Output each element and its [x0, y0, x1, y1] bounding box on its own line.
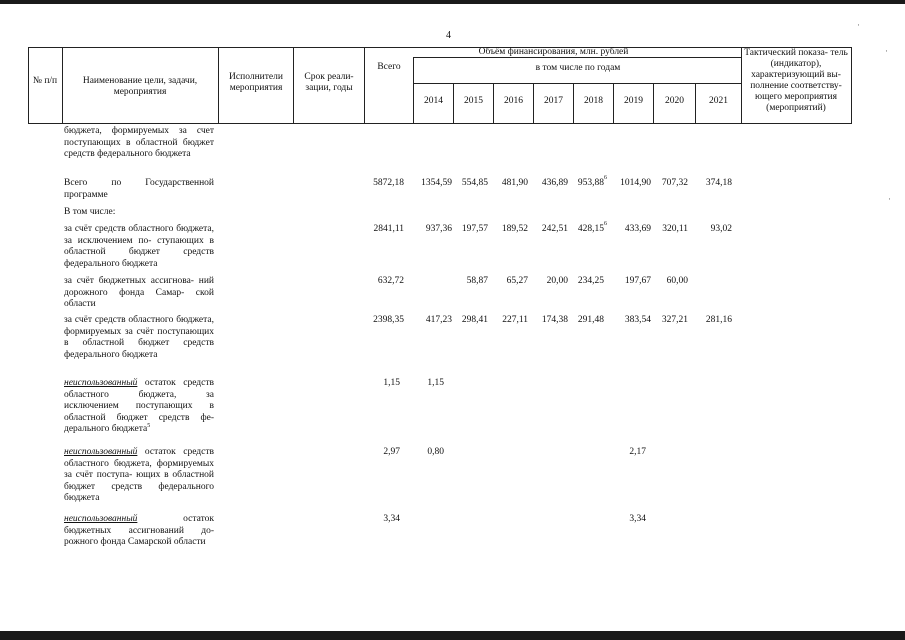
scan-speck: · — [857, 20, 860, 30]
row-value: 281,16 — [705, 315, 732, 325]
row-value: 327,21 — [661, 315, 688, 325]
row-value: 227,11 — [502, 315, 528, 325]
footnote-mark: 5 — [147, 422, 151, 429]
header-year: 2021 — [709, 96, 728, 106]
row-value: 189,52 — [501, 224, 528, 234]
header-col-total: Всего — [377, 62, 401, 72]
row-value: 428,15 — [577, 224, 604, 234]
row-value: 1014,90 — [620, 178, 651, 188]
row-value: 320,11 — [662, 224, 688, 234]
row-name-emphasis: неиспользованный — [64, 378, 138, 388]
row-value: 197,67 — [624, 276, 651, 286]
row-value: 93,02 — [710, 224, 732, 234]
row-name-rest: остаток средств областного бюджета, за исключением поступающих в областной бюджет средств фе- дерального бюджета — [64, 378, 214, 434]
row-value: 433,69 — [624, 224, 651, 234]
row-value: 291,48 — [577, 315, 604, 325]
row-value: 234,25 — [577, 276, 604, 286]
row-value: 58,87 — [466, 276, 488, 286]
row-value: 937,36 — [425, 224, 452, 234]
row-value: 197,57 — [461, 224, 488, 234]
row-value: 1,15 — [427, 378, 444, 388]
header-col-by-years: в том числе по годам — [535, 63, 621, 73]
scan-speck: · — [888, 194, 891, 204]
row-value: 298,41 — [461, 315, 488, 325]
row-value: 417,23 — [425, 315, 452, 325]
row-value: 20,00 — [546, 276, 568, 286]
row-value: 1354,59 — [421, 178, 452, 188]
row-value: 242,51 — [541, 224, 568, 234]
row-name: Всего по Государственной программе — [64, 178, 214, 200]
header-year: 2015 — [464, 96, 483, 106]
header-year: 2019 — [624, 96, 643, 106]
header-col-financing: Объём финансирования, млн. рублей — [478, 47, 629, 57]
row-value: 374,18 — [705, 178, 732, 188]
row-value: 174,38 — [541, 315, 568, 325]
row-name — [64, 514, 214, 549]
row-value: 383,54 — [624, 315, 651, 325]
row-value: 436,89 — [541, 178, 568, 188]
row-value: 65,27 — [506, 276, 528, 286]
row-name: В том числе: — [64, 207, 116, 217]
row-total: 2398,35 — [373, 315, 404, 325]
header-year: 2014 — [424, 96, 443, 106]
row-total: 1,15 — [383, 378, 400, 388]
row-name: бюджета, формируемых за счет поступающих в областной бюджет средств федерального бюджета — [64, 126, 214, 159]
header-col-executors: Исполнители мероприятия — [229, 72, 283, 93]
row-value: 953,88 — [577, 178, 604, 188]
row-value: 554,85 — [461, 178, 488, 188]
header-year: 2018 — [584, 96, 603, 106]
row-value: 2,17 — [629, 447, 646, 457]
row-total: 2,97 — [383, 447, 400, 457]
row-value: 707,32 — [661, 178, 688, 188]
row-total: 3,34 — [383, 514, 400, 524]
row-name-rest: остаток средств областного бюджета, формируемых за счёт поступа- ющих в областной бюджет средств федерального бюджета — [64, 447, 214, 503]
row-name-rest: остаток бюджетных ассигнований до- рожного фонда Самарской области — [64, 514, 214, 547]
row-name: за счёт бюджетных ассигнова- ний дорожного фонда Самар- ской области — [64, 276, 214, 309]
row-total: 632,72 — [377, 276, 404, 286]
header-year: 2020 — [665, 96, 684, 106]
row-total: 5872,18 — [373, 178, 404, 188]
scan-bottom-edge — [0, 631, 905, 640]
row-name — [64, 378, 214, 436]
row-name — [64, 447, 214, 505]
row-name-emphasis: неиспользованный — [64, 514, 138, 524]
header-col-name: Наименование цели, задачи, мероприятия — [82, 76, 198, 97]
header-year: 2016 — [504, 96, 523, 106]
row-name: за счёт средств областного бюджета, формируемых за счёт поступающих в областной бюджет средств федерального бюджета — [64, 315, 214, 360]
scan-speck: · — [885, 46, 888, 56]
row-value: 3,34 — [629, 514, 646, 524]
row-value: 60,00 — [666, 276, 688, 286]
row-value: 481,90 — [501, 178, 528, 188]
header-col-number: № п/п — [32, 76, 58, 86]
header-year: 2017 — [544, 96, 563, 106]
header-col-indicator: Тактический показа- тель (индикатор), характеризующий вы- полнение соответству- ющего мероприятия (мероприятий) — [744, 48, 848, 113]
row-total: 2841,11 — [373, 224, 404, 234]
row-name: за счёт средств областного бюджета, за исключением по- ступающих в областной бюджет средств федерального бюджета — [64, 224, 214, 269]
scan-top-edge — [0, 0, 905, 4]
page-number: 4 — [446, 30, 451, 41]
header-col-term: Срок реали- зации, годы — [304, 72, 354, 93]
row-value: 0,80 — [427, 447, 444, 457]
row-name-emphasis: неиспользованный — [64, 447, 138, 457]
